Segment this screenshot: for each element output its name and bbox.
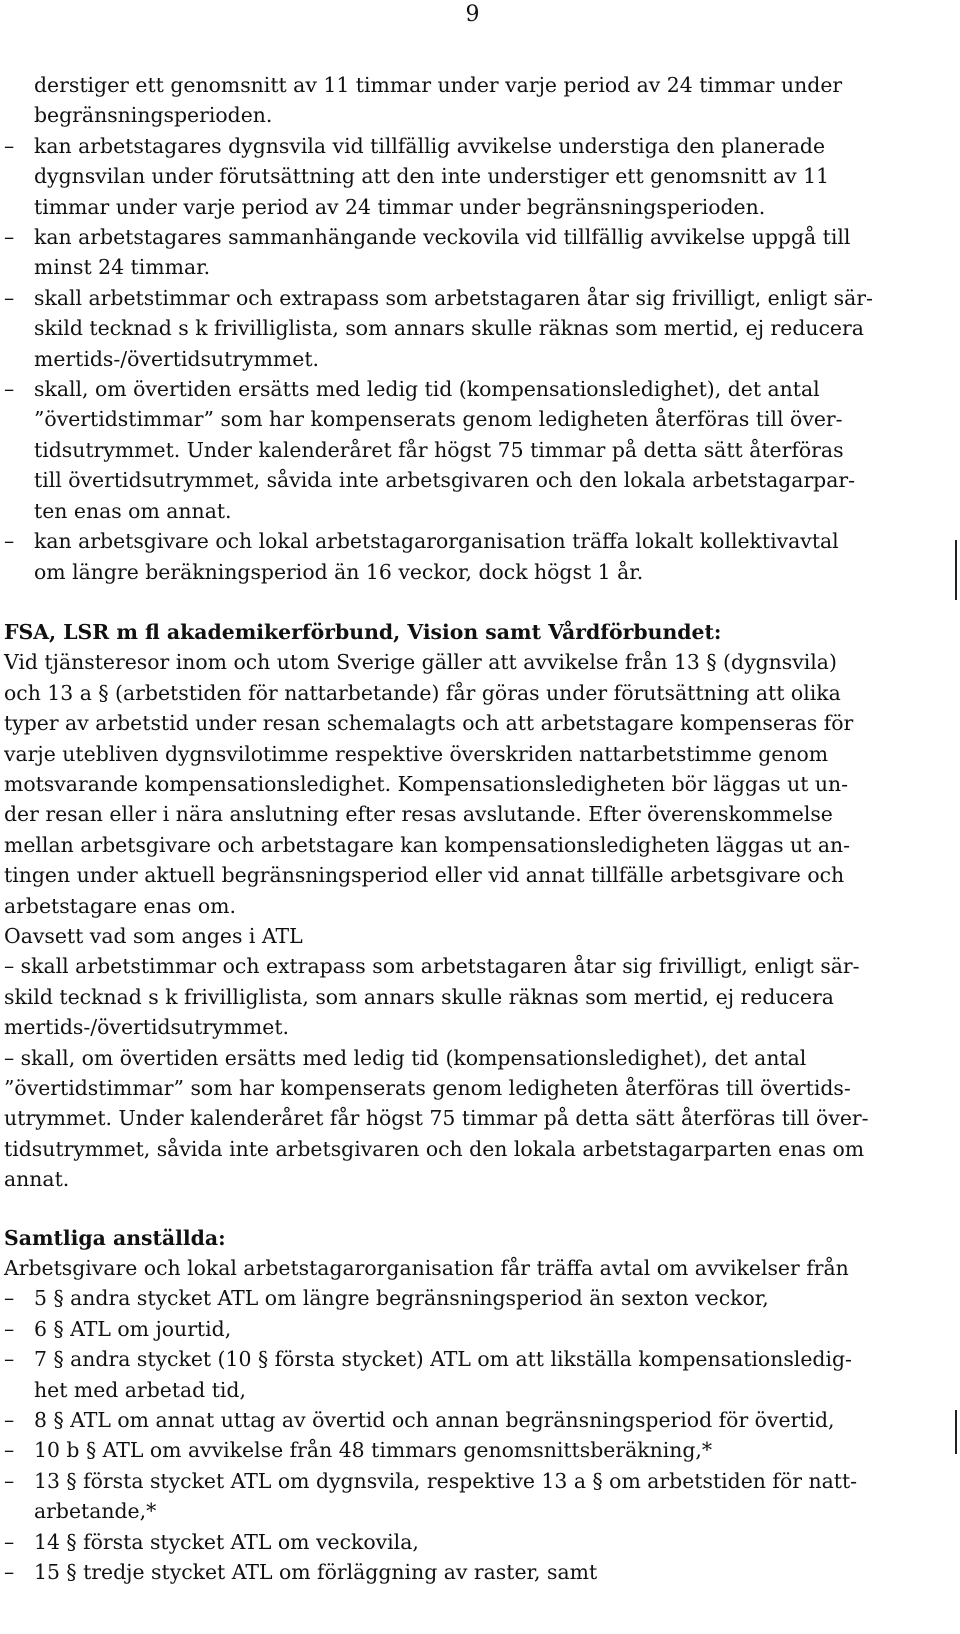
dash-list: [4, 131, 924, 587]
text-line: Vid tjänsteresor inom och utom Sverige gäller att avvikelse från 13 § (dygnsvila): [4, 650, 837, 675]
text-line: typer av arbetstid under resan schemalagts och att arbetstagare kompenseras för: [4, 711, 854, 736]
text-line: tingen under aktuell begränsningsperiod eller vid annat tillfälle arbetsgivare och: [4, 863, 845, 888]
text-line: kan arbetstagares sammanhängande veckovila vid tillfällig avvikelse uppgå till: [34, 225, 851, 250]
list-item: [4, 1435, 924, 1465]
continuation-paragraph: [4, 70, 924, 131]
text-line: varje utebliven dygnsvilotimme respektive överskriden nattarbetstimme genom: [4, 741, 829, 766]
list-item: [4, 1405, 924, 1435]
text-line: timmar under varje period av 24 timmar under begränsningsperioden.: [34, 194, 766, 219]
dash-marker: –: [4, 133, 15, 158]
text-line: ten enas om annat.: [34, 498, 232, 523]
dash-marker: –: [4, 1316, 15, 1341]
text-line: ”övertidstimmar” som har kompenserats genom ledigheten återföras till övertids-: [4, 1076, 851, 1100]
dash-marker: –: [4, 377, 15, 402]
text-line: 7 § andra stycket (10 § första stycket) ATL om att likställa kompensationsledig-: [34, 1347, 852, 1372]
text-line: tidsutrymmet. Under kalenderåret får högst 75 timmar på detta sätt återföras: [34, 437, 844, 462]
list-item: [4, 283, 924, 374]
text-line: 8 § ATL om annat uttag av övertid och annan begränsningsperiod för övertid,: [34, 1408, 835, 1433]
list-item: [4, 1283, 924, 1313]
text-line: 5 § andra stycket ATL om längre begränsningsperiod än sexton veckor,: [34, 1286, 769, 1311]
text-line: Arbetsgivare och lokal arbetstagarorganisation får träffa avtal om avvikelser från: [4, 1256, 849, 1281]
dash-marker: –: [4, 1560, 15, 1585]
list-item: [4, 1314, 924, 1344]
dash-marker: –: [4, 1347, 15, 1372]
text-line: 13 § första stycket ATL om dygnsvila, respektive 13 a § om arbetstiden för natt-: [34, 1468, 858, 1493]
text-line: skild tecknad s k frivilliglista, som annars skulle räknas som mertid, ej reducera: [34, 316, 864, 341]
text-line: skild tecknad s k frivilliglista, som annars skulle räknas som mertid, ej reducera: [4, 984, 834, 1009]
dash-marker: –: [4, 1438, 15, 1463]
dash-marker: –: [4, 285, 15, 310]
text-line: Oavsett vad som anges i ATL: [4, 923, 303, 948]
list-item: [4, 1557, 924, 1587]
text-line: kan arbetstagares dygnsvila vid tillfällig avvikelse understiga den planerade: [34, 133, 826, 158]
dash-marker: –: [4, 529, 15, 554]
text-line: 14 § första stycket ATL om veckovila,: [34, 1529, 419, 1554]
text-line: motsvarande kompensationsledighet. Kompensationsledigheten bör läggas ut un-: [4, 771, 849, 796]
text-line: tidsutrymmet, såvida inte arbetsgivaren och den lokala arbetstagarparten enas om: [4, 1136, 865, 1161]
body-text: [4, 70, 924, 1588]
dash-marker: –: [4, 1529, 15, 1554]
text-line: skall, om övertiden ersätts med ledig tid (kompensationsledighet), det antal: [34, 377, 820, 402]
text-line: der resan eller i nära anslutning efter resas avslutande. Efter överenskommelse: [4, 802, 833, 827]
text-line: om längre beräkningsperiod än 16 veckor, dock högst 1 år.: [34, 559, 644, 584]
dash-marker: –: [4, 1408, 15, 1433]
text-line: 10 b § ATL om avvikelse från 48 timmars genomsnittsberäkning,*: [34, 1438, 713, 1463]
text-line: mertids-/övertidsutrymmet.: [34, 346, 319, 371]
list-item: [4, 222, 924, 283]
spacer: [4, 1195, 924, 1223]
list-item: [4, 131, 924, 222]
text-line: – skall, om övertiden ersätts med ledig tid (kompensationsledighet), det antal: [4, 1045, 807, 1070]
text-line: och 13 a § (arbetstiden för nattarbetande) får göras under förutsättning att olika: [4, 680, 841, 705]
text-line: derstiger ett genomsnitt av 11 timmar under varje period av 24 timmar under: [34, 73, 843, 97]
text-line: het med arbetad tid,: [34, 1377, 246, 1402]
dash-marker: –: [4, 225, 15, 250]
text-line: annat.: [4, 1167, 70, 1192]
text-line: begränsningsperioden.: [34, 103, 273, 128]
revision-bar: [955, 540, 957, 600]
list-item: [4, 1466, 924, 1527]
page-number: 9: [465, 2, 480, 27]
spacer: [4, 587, 924, 617]
dash-marker: –: [4, 1468, 15, 1493]
list-item: [4, 374, 924, 526]
list-item: [4, 1527, 924, 1557]
list-item: [4, 1344, 924, 1405]
text-line: 15 § tredje stycket ATL om förläggning av raster, samt: [34, 1560, 598, 1585]
text-line: skall arbetstimmar och extrapass som arbetstagaren åtar sig frivilligt, enligt sär-: [34, 285, 873, 310]
text-line: 6 § ATL om jourtid,: [34, 1316, 232, 1341]
text-line: dygnsvilan under förutsättning att den inte understiger ett genomsnitt av 11: [34, 164, 830, 189]
revision-bar: [955, 1410, 957, 1454]
text-line: utrymmet. Under kalenderåret får högst 75 timmar på detta sätt återföras till över-: [4, 1106, 869, 1131]
dash-marker: –: [4, 1286, 15, 1311]
section-heading: Samtliga anställda:: [4, 1225, 226, 1250]
text-line: arbetstagare enas om.: [4, 893, 236, 918]
text-line: mertids-/övertidsutrymmet.: [4, 1015, 289, 1040]
section-heading: FSA, LSR m fl akademikerförbund, Vision samt Vårdförbundet:: [4, 619, 722, 644]
section-fsa: [4, 617, 924, 1195]
text-line: arbetande,*: [34, 1499, 157, 1524]
text-line: – skall arbetstimmar och extrapass som arbetstagaren åtar sig frivilligt, enligt sär-: [4, 954, 860, 979]
text-line: ”övertidstimmar” som har kompenserats genom ledigheten återföras till över-: [34, 407, 843, 432]
text-line: till övertidsutrymmet, såvida inte arbetsgivaren och den lokala arbetstagarpar-: [34, 468, 856, 493]
text-line: mellan arbetsgivare och arbetstagare kan kompensationsledigheten läggas ut an-: [4, 832, 851, 857]
list-item: [4, 526, 924, 587]
section-samtliga: [4, 1223, 924, 1588]
text-line: kan arbetsgivare och lokal arbetstagarorganisation träffa lokalt kollektivavtal: [34, 529, 839, 554]
text-line: minst 24 timmar.: [34, 255, 211, 280]
